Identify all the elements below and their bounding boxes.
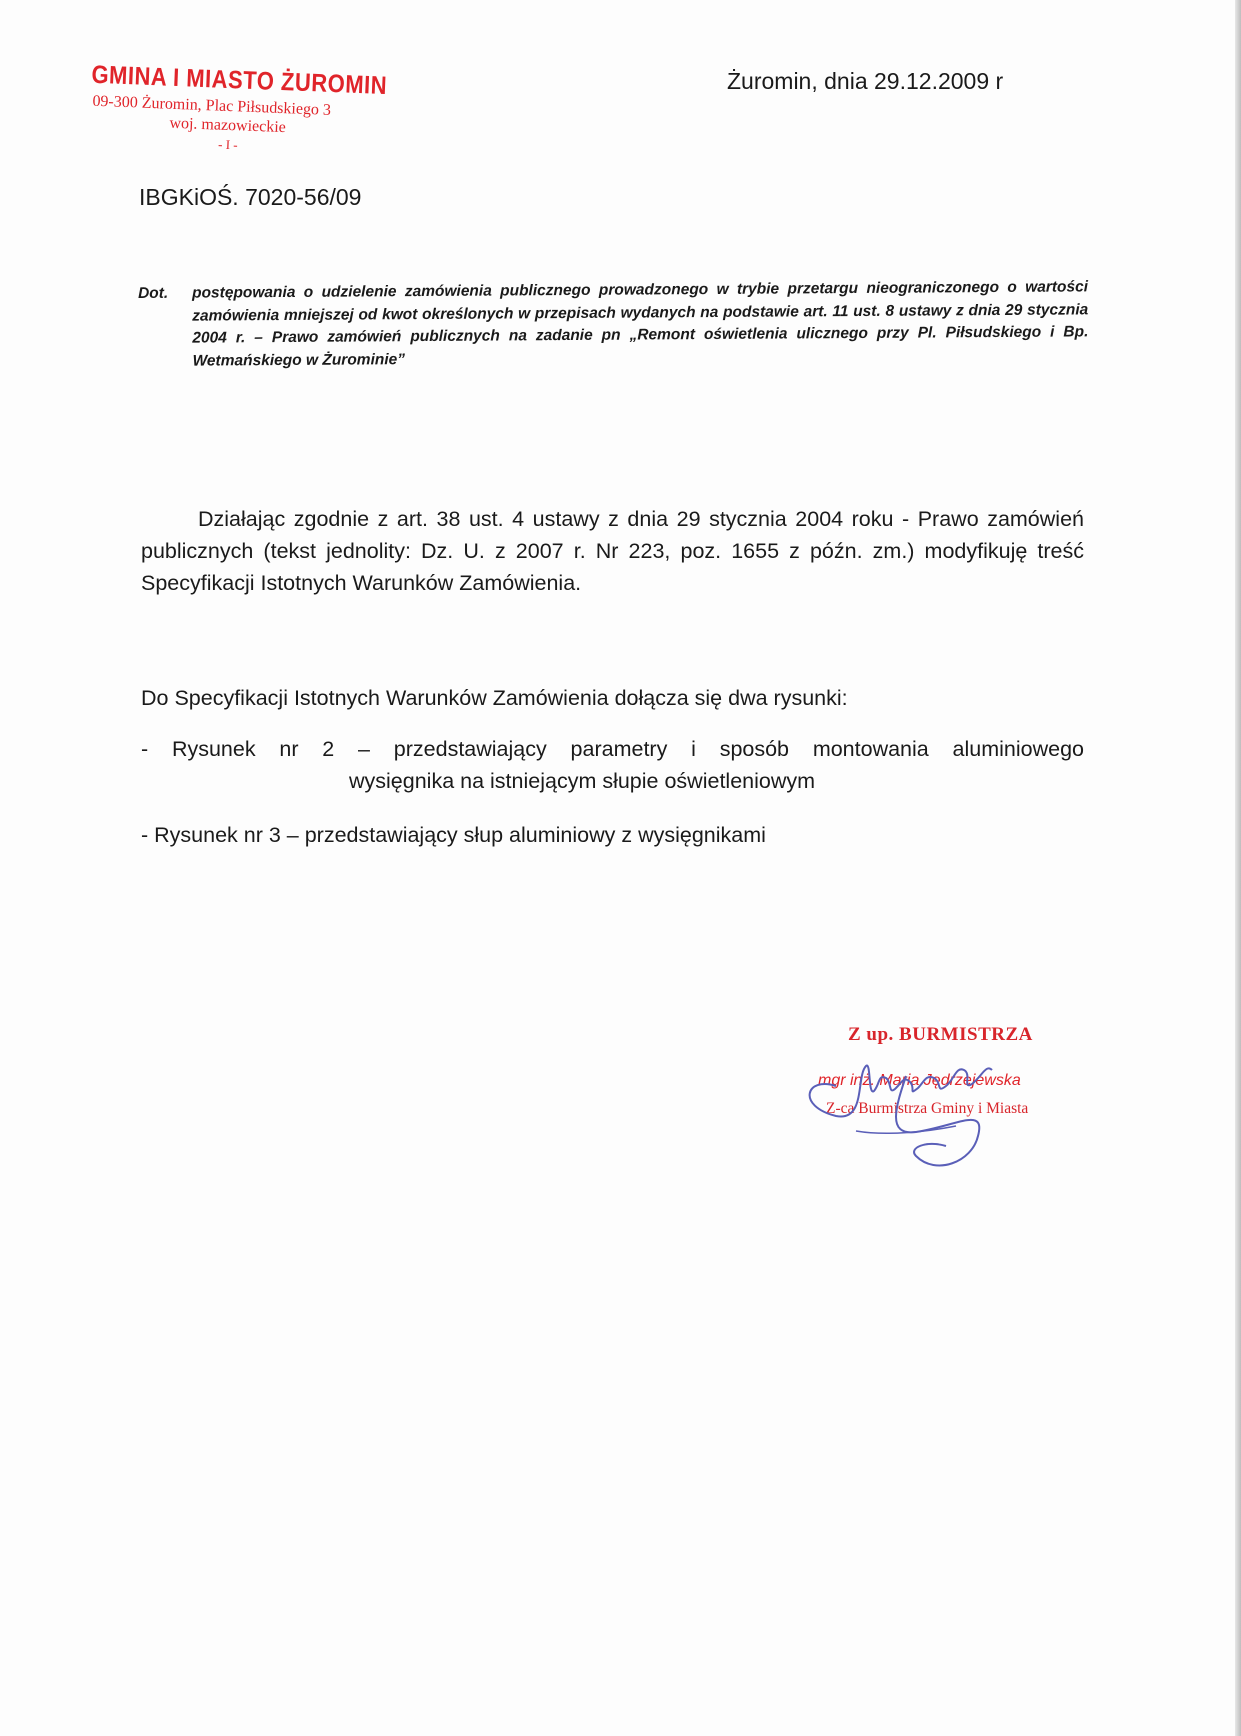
subject-block: [138, 276, 1089, 373]
signature-stroke-loop: [896, 1076, 979, 1165]
stamp-mark: - I -: [217, 136, 238, 153]
date-line: Żuromin, dnia 29.12.2009 r: [727, 68, 1004, 94]
list-item-drawing-2-word: 2: [322, 737, 335, 761]
signature-stamp-role: Z-ca Burmistrza Gminy i Miasta: [826, 1100, 1029, 1117]
list-item-drawing-2-word: Rysunek: [171, 737, 256, 761]
reference-number: IBGKiOŚ. 7020-56/09: [139, 184, 362, 210]
list-item-drawing-2-word: przedstawiający: [393, 737, 547, 761]
municipality-stamp: [90, 59, 400, 160]
list-item-drawing-2: [141, 733, 1084, 797]
list-item-drawing-3: - Rysunek nr 3 – przedstawiający słup aluminiowy z wysięgnikami: [141, 823, 766, 847]
signature-stamp-title: Z up. BURMISTRZA: [848, 1024, 1033, 1045]
list-item-drawing-2-word: sposób: [719, 737, 790, 761]
body-paragraph-2: Do Specyfikacji Istotnych Warunków Zamówienia dołącza się dwa rysunki:: [141, 686, 848, 710]
subject-label: Dot.: [138, 284, 169, 302]
body-paragraph-1-text: Działając zgodnie z art. 38 ust. 4 ustawy z dnia 29 stycznia 2004 roku - Prawo zamówień publicznych (tekst jednolity: Dz. U. z 2007 r. Nr 223, poz. 1655 z późn. zm.) modyfikuję treść Specyfikacji Istotnych Warunków Zamówienia.: [141, 507, 1084, 595]
list-item-drawing-2-word: -: [141, 737, 149, 761]
list-item-drawing-2-word: nr: [279, 737, 299, 761]
stamp-title: GMINA I MIASTO ŻUROMIN: [90, 59, 388, 100]
list-item-drawing-2-word: –: [358, 737, 371, 761]
list-item-drawing-2-word: aluminiowego: [952, 737, 1084, 761]
handwritten-signature: [796, 1036, 1016, 1186]
list-item-drawing-2-word: parametry: [570, 737, 668, 761]
scan-edge: [1235, 0, 1241, 1736]
list-item-drawing-2-word: i: [691, 737, 696, 761]
stamp-region: woj. mazowieckie: [169, 114, 287, 137]
subject-text: postępowania o udzielenie zamówienia publicznego prowadzonego w trybie przetargu nieograniczonego o wartości zamówienia mniejszej od kwot określonych w przepisach wydanych na podstawie art. 11 ust. 8 ustawy z dnia 29 stycznia 2004 r. – Prawo zamówień publicznych na zadanie pn „Remont oświetlenia ulicznego przy Pl. Piłsudskiego i Bp. Wetmańskiego w Żurominie”: [192, 278, 1089, 370]
body-paragraph-1: [141, 503, 1084, 599]
list-item-drawing-2-line-2: wysięgnika na istniejącym słupie oświetleniowym: [349, 769, 816, 793]
list-item-drawing-2-word: montowania: [812, 737, 929, 761]
signature-block: [808, 1020, 1098, 1180]
signature-stamp-name: mgr inż. Maria Jędrzejewska: [818, 1072, 1021, 1089]
stamp-address: 09-300 Żuromin, Plac Piłsudskiego 3: [92, 92, 332, 119]
list-item-drawing-2-line-1: [141, 733, 1084, 765]
